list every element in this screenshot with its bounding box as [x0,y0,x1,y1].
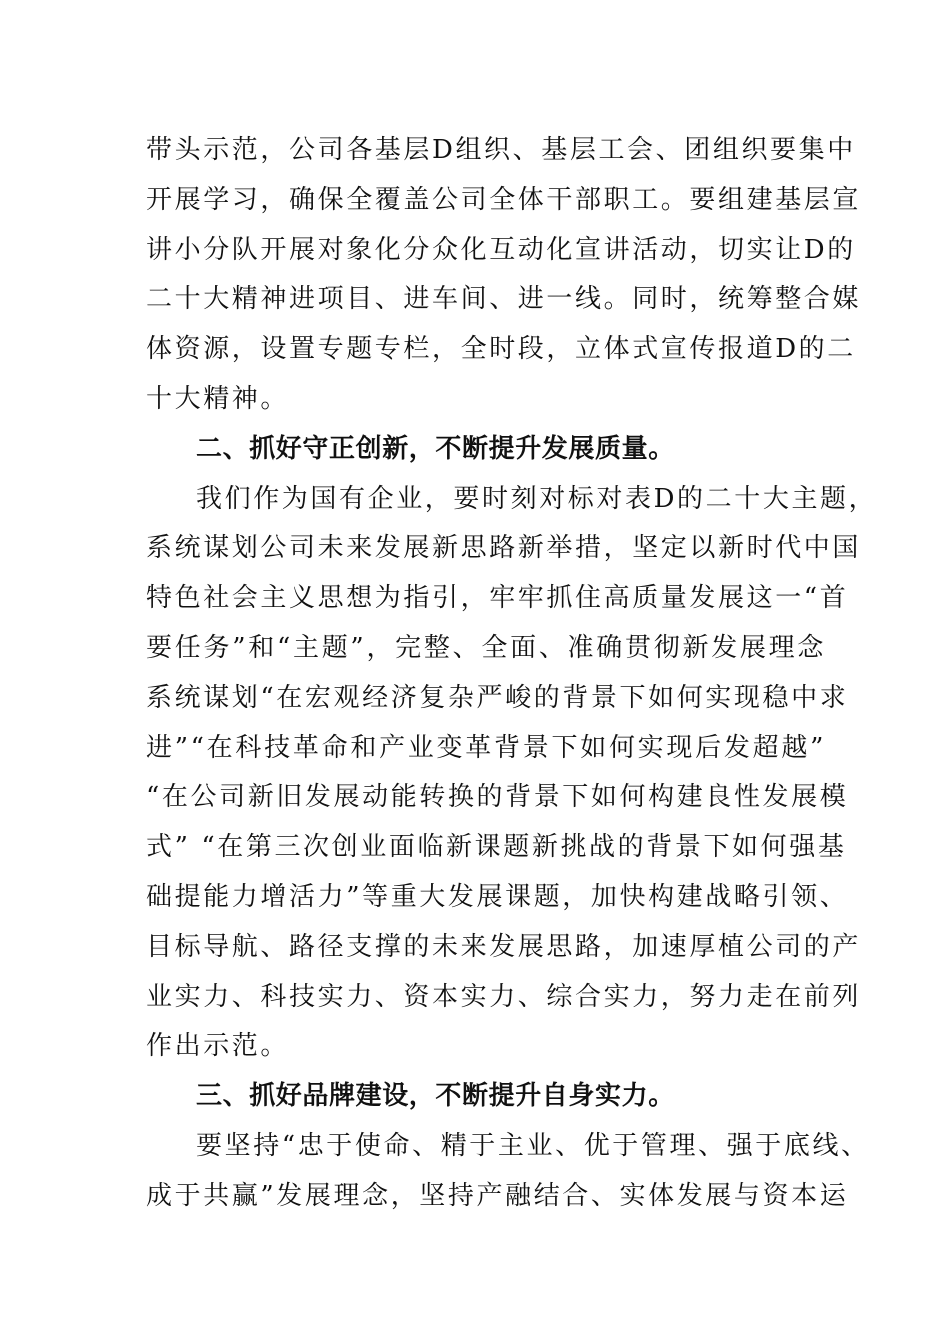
paragraph-line: 十大精神。 [146,384,290,414]
section-heading: 三、抓好品牌建设，不断提升自身实力。 [196,1081,675,1111]
paragraph-line: 开展学习，确保全覆盖公司全体干部职工。要组建基层宣 [146,185,862,215]
paragraph-line: 目标导航、路径支撑的未来发展思路，加速厚植公司的产 [146,932,862,962]
paragraph-line: 成于共赢”发展理念，坚持产融结合、实体发展与资本运 [146,1181,849,1211]
paragraph-line: 作出示范。 [146,1031,290,1061]
paragraph-first-line: 我们作为国有企业，要时刻对标对表D的二十大主题， [196,484,878,514]
paragraph-line: 特色社会主义思想为指引，牢牢抓住高质量发展这一“首 [146,583,849,613]
paragraph-line: “在公司新旧发展动能转换的背景下如何构建良性发展模 [146,782,849,812]
paragraph-line: 础提能力增活力”等重大发展课题，加快构建战略引领、 [146,882,849,912]
paragraph-line: 二十大精神进项目、进车间、进一线。同时，统筹整合媒 [146,284,862,314]
paragraph-line: 进”“在科技革命和产业变革背景下如何实现后发超越” [146,733,826,763]
paragraph-line: 系统谋划“在宏观经济复杂严峻的背景下如何实现稳中求 [146,683,849,713]
paragraph-line: 要任务”和“主题”，完整、全面、准确贯彻新发展理念 [146,633,826,663]
paragraph-line: 业实力、科技实力、资本实力、综合实力，努力走在前列 [146,982,862,1012]
paragraph-line: 体资源，设置专题专栏，全时段，立体式宣传报道D的二 [146,334,856,364]
paragraph-line: 式” “在第三次创业面临新课题新挑战的背景下如何强基 [146,832,847,862]
paragraph-line: 系统谋划公司未来发展新思路新举措，坚定以新时代中国 [146,533,862,563]
paragraph-first-line: 要坚持“忠于使命、精于主业、优于管理、强于底线、 [196,1131,870,1161]
section-heading: 二、抓好守正创新，不断提升发展质量。 [196,434,675,464]
paragraph-line: 带头示范，公司各基层D组织、基层工会、团组织要集中 [146,135,856,165]
paragraph-line: 讲小分队开展对象化分众化互动化宣讲活动，切实让D的 [146,235,856,265]
